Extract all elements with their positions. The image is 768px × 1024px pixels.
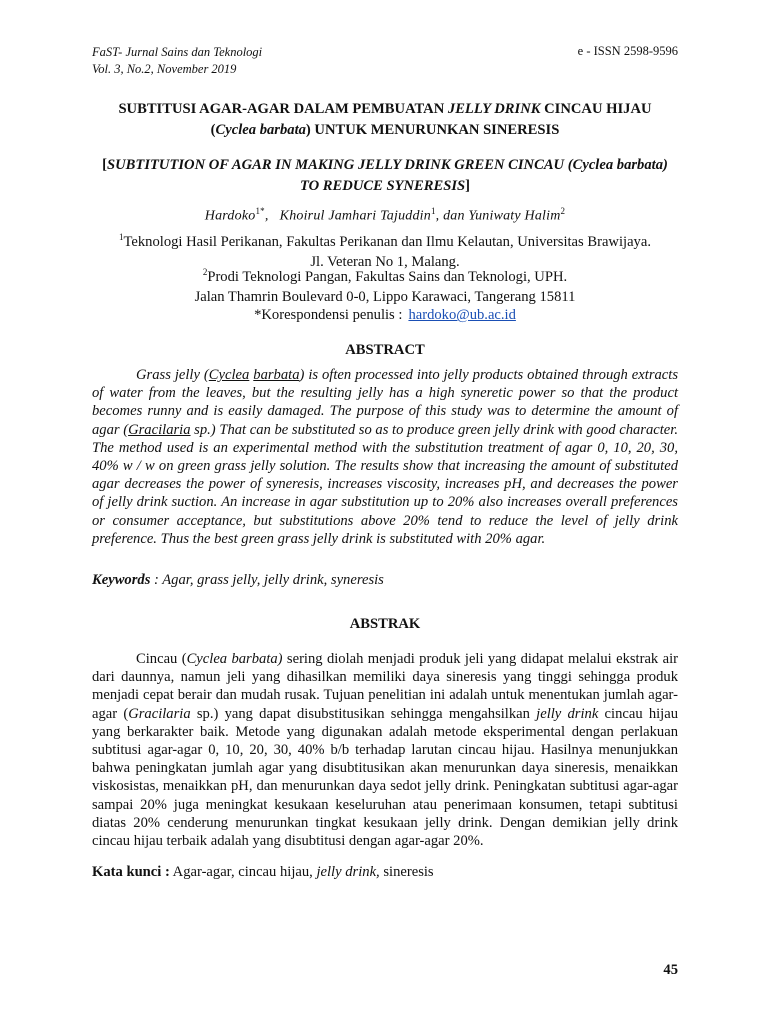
title-english: [SUBTITUTION OF AGAR IN MAKING JELLY DRINK GREEN CINCAU (Cyclea barbata) TO REDUCE SYNERESIS] [102, 157, 668, 194]
abstract-heading: ABSTRACT [345, 342, 425, 358]
journal-name: FaST- Jurnal Sains dan Teknologi [92, 45, 263, 59]
abstrak-heading: ABSTRAK [349, 616, 421, 632]
abstract-english: Grass jelly (Cyclea barbata) is often processed into jelly products obtained through extracts of water from the leaves, but the resulting jelly has a high syneretic power so that the product becomes runny and is easily damaged. The purpose of this study was to determine the amount of agar (Gracilaria sp.) That can be substituted so as to produce green jelly drink with good character. The method used is an experimental method with the substitution treatment of agar 0, 10, 20, 30, 40% w / w on green grass jelly solution. The results show that increasing the amount of substituted agar decreases the power of syneresis, increases viscosity, increases pH, and decreases the power of jelly drink suction. An increase in agar substitution up to 20% also increases overall preferences or consumer acceptance, but substitutions above 20% tend to reduce the level of jelly drink preference. Thus the best green grass jelly drink is substituted with 20% agar. [92, 367, 679, 547]
abstract-indonesian: Cincau (Cyclea barbata) sering diolah menjadi produk jeli yang didapat melalui ekstrak air dari daunnya, namun jeli yang dihasilkan memiliki daya sineresis yang tinggi sehingga produk menjadi cepat berair dan mudah rusak. Tujuan penelitian ini adalah untuk menentukan jumlah agar-agar (Gracilaria sp.) yang dapat disubstitusikan sehingga mengahsilkan jelly drink cincau hijau yang berkarakter baik. Metode yang digunakan adalah metode eksperimental dengan perlakuan subtitusi agar-agar 0, 10, 20, 30, 40% b/b terhadap larutan cincau hijau. Hasilnya menunjukkan bahwa peningkatan jumlah agar yang disubtitusikan akan menurunkan daya sineresis, menaikkan viskosistas, menaikkan pH, dan menurunkan daya sedot jelly drink. Peningkatan subtitusi agar-agar sampai 20% juga meningkat kesukaan keseluruhan atau penerimaan konsumen, tetapi subtitusi diatas 20% cenderung menurunkan tingkat kesukaan jelly drink. Dengan demikian jelly drink cincau hijau terbaik adalah yang disubtitusi dengan agar-agar 20%. [92, 651, 679, 850]
correspondence: *Korespondensi penulis : hardoko@ub.ac.id [254, 307, 516, 323]
email-link[interactable]: hardoko@ub.ac.id [408, 307, 516, 323]
affiliation-2: $^2$Prodi Teknologi Pangan, Fakultas Sains dan Teknologi, UPH. Jalan Thamrin Boulevard 0-0, Lippo Karawaci, Tangerang 15811 [194, 267, 576, 306]
affiliation-1: $^1$Teknologi Hasil Perikanan, Fakultas Perikanan dan Ilmu Kelautan, Universitas Brawijaya. Jl. Veteran No 1, Malang. [119, 232, 651, 271]
page-number: 45 [663, 962, 678, 978]
author-list: Hardoko$^{1*}$, Khoirul Jamhari Tajuddin$^1$, dan Yuniwaty Halim$^2$ [204, 206, 566, 224]
keywords-indonesian: Kata kunci : Agar-agar, cincau hijau, jelly drink, sineresis [92, 864, 434, 880]
issn: e - ISSN 2598-9596 [577, 44, 678, 58]
journal-header [92, 44, 262, 78]
journal-volume: Vol. 3, No.2, November 2019 [92, 62, 237, 76]
keywords-english: Keywords : Agar, grass jelly, jelly drink, syneresis [92, 572, 384, 588]
title-indonesian: SUBTITUSI AGAR-AGAR DALAM PEMBUATAN JELLY DRINK CINCAU HIJAU (Cyclea barbata) UNTUK MENURUNKAN SINERESIS [118, 101, 652, 138]
